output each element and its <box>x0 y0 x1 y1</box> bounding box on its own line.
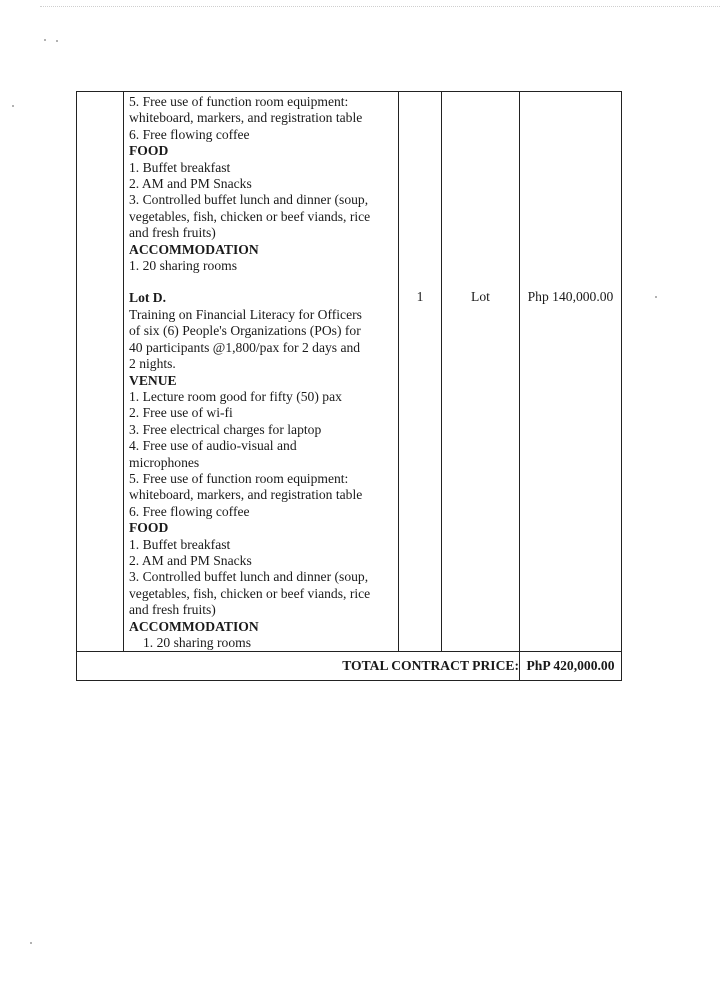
section-heading: VENUE <box>129 372 177 388</box>
description-line: 5. Free use of function room equipment: <box>129 470 349 486</box>
description-line: 1. Buffet breakfast <box>129 536 231 552</box>
description-line: 3. Controlled buffet lunch and dinner (soup, <box>129 569 369 585</box>
scan-speck <box>30 942 32 944</box>
lot-d-unit: Lot <box>471 289 490 304</box>
scan-speck <box>12 105 14 107</box>
scan-edge-line <box>40 6 720 7</box>
contract-table <box>76 91 622 681</box>
description-line: 1. 20 sharing rooms <box>129 258 237 274</box>
description-line: and fresh fruits) <box>129 225 216 241</box>
description-line: 6. Free flowing coffee <box>129 503 250 519</box>
description-line: 3. Controlled buffet lunch and dinner (soup, <box>129 192 369 208</box>
description-line: 2. Free use of wi-fi <box>129 405 233 421</box>
description-line: vegetables, fish, chicken or beef viands, rice <box>129 208 371 224</box>
price-cell <box>520 92 622 652</box>
description-line: Training on Financial Literacy for Officers <box>129 306 362 322</box>
lot-c-description <box>129 94 394 274</box>
description-line: 1. 20 sharing rooms <box>143 635 251 650</box>
description-line: 4. Free use of audio-visual and <box>129 438 297 454</box>
unit-cell <box>442 92 520 652</box>
description-line: microphones <box>129 454 200 470</box>
description-line: 40 participants @1,800/pax for 2 days and <box>129 339 361 355</box>
section-heading: FOOD <box>129 520 169 536</box>
description-line: 2. AM and PM Snacks <box>129 176 252 192</box>
description-line: and fresh fruits) <box>129 602 216 618</box>
description-line: 6. Free flowing coffee <box>129 126 250 142</box>
scan-speck <box>44 39 46 41</box>
description-line: 3. Free electrical charges for laptop <box>129 421 322 437</box>
total-contract-price-label: TOTAL CONTRACT PRICE: <box>77 652 520 681</box>
lot-d-price: Php 140,000.00 <box>527 289 614 304</box>
description-line: 1. Buffet breakfast <box>129 159 231 175</box>
table-row-lot-c-d <box>77 92 622 652</box>
description-line: whiteboard, markers, and registration table <box>129 110 363 126</box>
section-heading: FOOD <box>129 143 169 159</box>
scan-speck <box>655 296 657 298</box>
section-heading: ACCOMMODATION <box>129 241 259 257</box>
section-heading: ACCOMMODATION <box>129 618 259 634</box>
total-row <box>77 652 622 681</box>
description-line: 2. AM and PM Snacks <box>129 552 252 568</box>
description-line: whiteboard, markers, and registration table <box>129 487 363 503</box>
quantity-cell <box>399 92 442 652</box>
lot-d-title: Lot D. <box>129 290 167 306</box>
lot-d-quantity: 1 <box>416 289 424 304</box>
lot-d-description <box>129 307 394 652</box>
total-contract-price-value: PhP 420,000.00 <box>520 652 622 681</box>
description-cell <box>124 92 399 652</box>
item-number-cell <box>77 92 124 652</box>
description-line: 5. Free use of function room equipment: <box>129 94 349 109</box>
description-line: of six (6) People's Organizations (POs) for <box>129 323 361 339</box>
description-line: 1. Lecture room good for fifty (50) pax <box>129 388 342 404</box>
description-line: 2 nights. <box>129 356 176 372</box>
scan-speck <box>56 40 58 42</box>
description-line: vegetables, fish, chicken or beef viands, rice <box>129 585 371 601</box>
